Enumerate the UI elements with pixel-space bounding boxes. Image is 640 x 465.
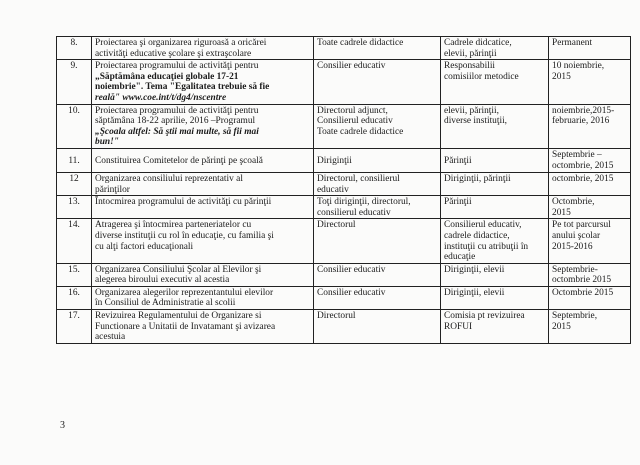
table-row xyxy=(57,148,631,172)
activity-line: „Şcoala altfel: Să ştii mai multe, să fii mai xyxy=(95,126,259,137)
deadline-cell xyxy=(549,310,631,344)
activity-line: Organizarea Consiliului Şcolar al Elevilor şi xyxy=(95,264,262,275)
activity-line: în Consiliul de Administratie al scolii xyxy=(95,298,236,309)
cell-line: 2015 xyxy=(552,321,571,332)
partners-cell xyxy=(441,148,549,172)
cell-line: educativ xyxy=(317,184,349,195)
cell-line: Directorul, consilierul xyxy=(317,173,400,184)
activity-line: diverse instituţii cu rol în educaţie, cu familia şi xyxy=(95,230,274,241)
row-number: 17. xyxy=(68,311,80,322)
partners-cell xyxy=(441,219,549,263)
row-number-cell xyxy=(57,60,92,104)
cell-line: Octombrie 2015 xyxy=(552,287,614,298)
row-number-cell xyxy=(57,37,92,60)
table-row xyxy=(57,219,631,263)
partners-cell xyxy=(441,263,549,286)
responsible-cell xyxy=(314,286,441,309)
activity-cell xyxy=(92,310,314,344)
cell-line: Directorul xyxy=(317,220,356,231)
activity-line: cu alţi factori educaţionali xyxy=(95,241,194,252)
cell-line: Diriginţii, părinţii xyxy=(444,173,511,184)
table-row xyxy=(57,310,631,344)
cell-line: Diriginţii xyxy=(317,155,352,166)
cell-line: ROFUI xyxy=(444,321,473,332)
activity-line: Constituirea Comitetelor de părinţi pe şcoală xyxy=(95,155,263,166)
activity-line: activităţi educative şcolare şi extraşcolare xyxy=(95,48,252,59)
partners-cell xyxy=(441,286,549,309)
cell-line: educaţie xyxy=(444,252,476,263)
cell-line: 2015-2016 xyxy=(552,241,593,252)
activity-cell xyxy=(92,148,314,172)
row-number: 9. xyxy=(70,61,78,72)
activity-line: Organizarea alegerilor reprezentantului elevilor xyxy=(95,287,274,298)
activity-line: săptămâna 18-22 aprilie, 2016 –Programul xyxy=(95,116,256,127)
table-row xyxy=(57,286,631,309)
row-number: 13. xyxy=(68,197,80,208)
cell-line: Diriginţii, elevii xyxy=(444,287,505,298)
cell-line: Directorul adjunct, xyxy=(317,105,388,116)
activity-cell xyxy=(92,104,314,148)
responsible-cell xyxy=(314,172,441,195)
activity-plan-table xyxy=(56,36,631,344)
activity-line: bun!" xyxy=(95,137,119,148)
partners-cell xyxy=(441,60,549,104)
cell-line: octombrie, 2015 xyxy=(552,160,614,171)
activity-cell xyxy=(92,219,314,263)
deadline-cell xyxy=(549,196,631,219)
cell-line: Pe tot parcursul xyxy=(552,220,611,231)
activity-cell xyxy=(92,172,314,195)
row-number-cell xyxy=(57,172,92,195)
activity-line: alegerea biroului executiv al acestia xyxy=(95,275,230,286)
cell-line: diverse instituţii, xyxy=(444,116,508,127)
activity-line: Întocmirea programului de activităţi cu părinţii xyxy=(95,197,272,208)
cell-line: Responsabilii xyxy=(444,61,496,72)
row-number-cell xyxy=(57,196,92,219)
cell-line: Consilier educativ xyxy=(317,287,386,298)
deadline-cell xyxy=(549,219,631,263)
activity-cell xyxy=(92,286,314,309)
cell-line: Toate cadrele didactice xyxy=(317,38,404,48)
cell-line: Consilierul educativ xyxy=(317,116,393,127)
responsible-cell xyxy=(314,104,441,148)
cell-line: Toţi diriginţii, directorul, xyxy=(317,197,411,208)
activity-line: acestuia xyxy=(95,332,126,343)
row-number: 16. xyxy=(68,287,80,298)
cell-line: Diriginţii, elevii xyxy=(444,264,505,275)
cell-line: anului şcolar xyxy=(552,230,601,241)
cell-line: Septembrie – xyxy=(552,150,602,161)
partners-cell xyxy=(441,310,549,344)
deadline-cell xyxy=(549,172,631,195)
responsible-cell xyxy=(314,196,441,219)
activity-line: Functionare a Unitatii de Invatamant şi avizarea xyxy=(95,321,276,332)
cell-line: Consilier educativ xyxy=(317,264,386,275)
cell-line: elevii, părinţii, xyxy=(444,105,499,116)
cell-line: februarie, 2016 xyxy=(552,116,610,127)
cell-line: Consilierul educativ, xyxy=(444,220,522,231)
row-number: 12 xyxy=(69,173,79,184)
cell-line: instituţii cu atribuţii în xyxy=(444,241,529,252)
cell-line: Permanent xyxy=(552,38,593,48)
activity-cell xyxy=(92,196,314,219)
cell-line: Părinţii xyxy=(444,155,472,166)
responsible-cell xyxy=(314,37,441,60)
cell-line: Comisia pt revizuirea xyxy=(444,311,525,322)
cell-line: cadrele didactice, xyxy=(444,230,510,241)
partners-cell xyxy=(441,196,549,219)
row-number: 14. xyxy=(68,220,80,231)
activity-line: Proiectarea programului de activităţi pentru xyxy=(95,61,259,72)
cell-line: 2015 xyxy=(552,71,571,82)
page-number: 3 xyxy=(60,420,65,431)
deadline-cell xyxy=(549,60,631,104)
cell-line: octombrie 2015 xyxy=(552,275,612,286)
deadline-cell xyxy=(549,37,631,60)
activity-cell xyxy=(92,60,314,104)
cell-line: octombrie, 2015 xyxy=(552,173,614,184)
row-number: 10. xyxy=(68,105,80,116)
activity-line: părinţilor xyxy=(95,184,130,195)
responsible-cell xyxy=(314,263,441,286)
table-row xyxy=(57,37,631,60)
row-number-cell xyxy=(57,286,92,309)
row-number-cell xyxy=(57,219,92,263)
activity-line: Proiectarea şi organizarea riguroasă a oricărei xyxy=(95,38,267,48)
activity-line: Revizuirea Regulamentului de Organizare si xyxy=(95,311,262,322)
activity-cell xyxy=(92,37,314,60)
activity-line: „Săptămâna educaţiei globale 17-21 xyxy=(95,71,239,82)
cell-line: consilierul educativ xyxy=(317,207,391,218)
cell-line: comisiilor metodice xyxy=(444,71,519,82)
cell-line: 10 noiembrie, xyxy=(552,61,605,72)
cell-line: Părinţii xyxy=(444,197,472,208)
cell-line: Septembrie- xyxy=(552,264,598,275)
row-number-cell xyxy=(57,310,92,344)
activity-line: Proiectarea programului de activităţi pentru xyxy=(95,105,259,116)
table-row xyxy=(57,196,631,219)
cell-line: elevii, părinţii xyxy=(444,48,497,59)
cell-line: 2015 xyxy=(552,207,571,218)
row-number-cell xyxy=(57,148,92,172)
activity-line: reală" www.coe.int/t/dg4/nscentre xyxy=(95,92,227,103)
responsible-cell xyxy=(314,310,441,344)
deadline-cell xyxy=(549,286,631,309)
cell-line: Septembrie, xyxy=(552,311,598,322)
cell-line: Directorul xyxy=(317,311,356,322)
activity-line: Atragerea şi întocmirea parteneriatelor cu xyxy=(95,220,252,231)
deadline-cell xyxy=(549,263,631,286)
responsible-cell xyxy=(314,148,441,172)
table-row xyxy=(57,60,631,104)
table-row xyxy=(57,104,631,148)
partners-cell xyxy=(441,172,549,195)
table-body xyxy=(57,37,631,344)
activity-line: Organizarea consiliului reprezentativ al xyxy=(95,173,243,184)
responsible-cell xyxy=(314,219,441,263)
cell-line: noiembrie,2015- xyxy=(552,105,615,116)
row-number-cell xyxy=(57,104,92,148)
row-number-cell xyxy=(57,263,92,286)
deadline-cell xyxy=(549,104,631,148)
table-row xyxy=(57,263,631,286)
row-number: 11. xyxy=(68,155,80,166)
partners-cell xyxy=(441,37,549,60)
row-number: 15. xyxy=(68,264,80,275)
table-row xyxy=(57,172,631,195)
cell-line: Toate cadrele didactice xyxy=(317,126,404,137)
activity-cell xyxy=(92,263,314,286)
responsible-cell xyxy=(314,60,441,104)
cell-line: Cadrele didcatice, xyxy=(444,38,512,48)
cell-line: Consilier educativ xyxy=(317,61,386,72)
row-number: 8. xyxy=(70,38,78,48)
partners-cell xyxy=(441,104,549,148)
cell-line: Octombrie, xyxy=(552,197,595,208)
deadline-cell xyxy=(549,148,631,172)
activity-line: noiembrie". Tema "Egalitatea trebuie să fie xyxy=(95,82,270,93)
